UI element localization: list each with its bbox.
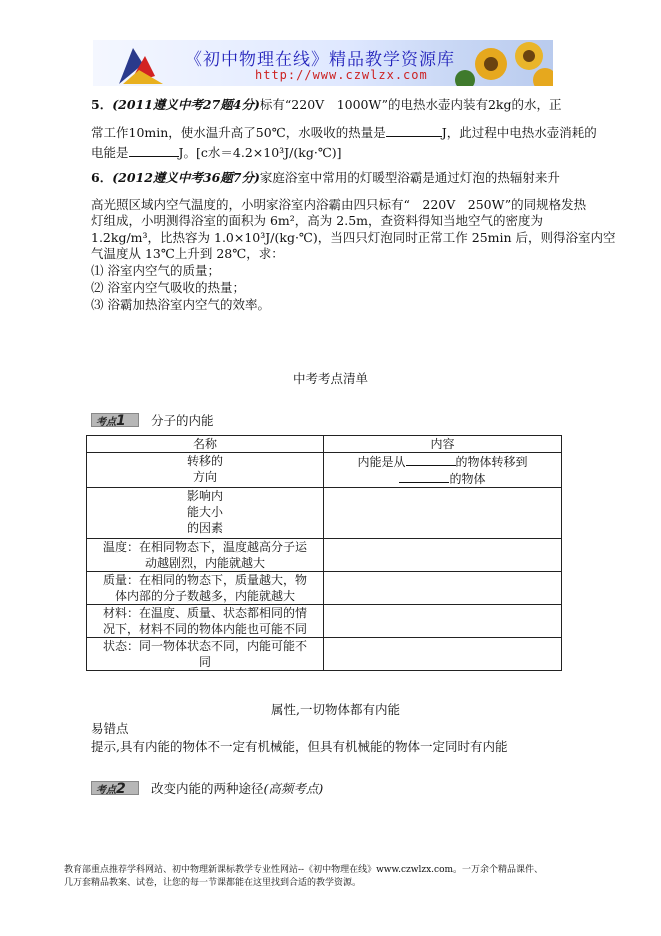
mass-cell: 质量：在相同的物态下，质量越大，物 体内部的分子数越多，内能就越大 — [87, 572, 324, 605]
q6-line-1 — [91, 170, 560, 186]
q5-line-1 — [91, 97, 562, 113]
banner-url[interactable]: http://www.czwlzx.com — [255, 68, 428, 82]
banner-title: 《初中物理在线》精品教学资源库 — [185, 50, 455, 70]
q6-line-2: 高光照区域内空气温度的，小明家浴室内浴霸由四只标有“ 220V 250W”的同规格发热 — [91, 197, 587, 212]
kd2-title: 改变内能的两种途径 — [150, 781, 264, 796]
kd1-tag: 考点1 — [91, 413, 139, 427]
header-name: 名称 — [87, 436, 324, 453]
transfer-direction-cell: 转移的 方向 — [87, 453, 324, 488]
q5-line-3 — [91, 144, 342, 161]
header-content: 内容 — [324, 436, 562, 453]
factors-content — [324, 488, 562, 539]
q5-number: 5． — [91, 97, 113, 112]
q5-text-1: 标有“220V 1000W”的电热水壶内装有2kg的水，正 — [259, 97, 562, 112]
q6-line-3: 灯组成，小明测得浴室的面积为 6m²，高为 2.5m，查资料得知当地空气的密度为 — [91, 213, 543, 228]
table-row — [87, 436, 562, 453]
table-blank-1[interactable] — [406, 453, 456, 466]
table-blank-2[interactable] — [399, 470, 449, 483]
temperature-content — [324, 539, 562, 572]
page-footer — [64, 864, 604, 890]
mass-content — [324, 572, 562, 605]
material-cell: 材料：在温度、质量、状态都相同的情 况下，材料不同的物体内能也可能不同 — [87, 605, 324, 638]
table-row — [87, 638, 562, 671]
q6-sub-1: ⑴ 浴室内空气的质量； — [91, 263, 220, 278]
q6-sub-3: ⑶ 浴霸加热浴室内空气的效率。 — [91, 297, 270, 312]
q6-line-5: 气温度从 13℃上升到 28℃，求： — [91, 246, 284, 261]
state-cell: 状态：同一物体状态不同，内能可能不 同 — [87, 638, 324, 671]
q6-number: 6． — [91, 170, 113, 185]
kd2-tag: 考点2 — [91, 781, 139, 795]
easy-error-label: 易错点 — [91, 721, 129, 736]
q6-line-4: 1.2kg/m³，比热容为 1.0×10³J/(kg·℃)，当四只灯泡同时正常工作 25min 后，则得浴室内空 — [91, 230, 616, 245]
q6-source: (2012遵义中考36题7分) — [112, 170, 260, 185]
q5-text-3a: 电能是 — [91, 145, 129, 160]
q5-blank-1[interactable] — [386, 124, 442, 137]
property-note: 属性,一切物体都有内能 — [271, 702, 400, 717]
kd1-title: 分子的内能 — [150, 413, 214, 428]
section-title: 中考考点清单 — [293, 371, 369, 386]
q6-text-1: 家庭浴室中常用的灯暖型浴霸是通过灯泡的热辐射来升 — [259, 170, 560, 185]
tip-text: 提示,具有内能的物体不一定有机械能，但具有机械能的物体一定同时有内能 — [91, 739, 508, 754]
material-content — [324, 605, 562, 638]
table-row — [87, 539, 562, 572]
q5-blank-2[interactable] — [129, 144, 179, 157]
table-row — [87, 453, 562, 488]
q6-sub-2: ⑵ 浴室内空气吸收的热量； — [91, 280, 245, 295]
transfer-direction-content: 内能是从 的物体转移到 的物体 — [324, 453, 562, 488]
kd2-note: (高频考点) — [263, 781, 324, 796]
kd1-heading — [91, 411, 214, 429]
kd2-heading — [91, 779, 323, 797]
site-banner — [93, 40, 553, 86]
footer-line-2: 几万套精品教案、试卷，让您的每一节课都能在这里找到合适的教学资源。 — [64, 878, 362, 888]
internal-energy-table — [86, 435, 562, 671]
footer-line-1: 教育部重点推荐学科网站、初中物理新课标教学专业性网站--《初中物理在线》www.czwlzx.com。一万余个精品课件、 — [64, 865, 544, 875]
q5-source: (2011遵义中考27题4分) — [112, 97, 260, 112]
table-row — [87, 572, 562, 605]
q5-text-3b: J。[c水＝4.2×10³J/(kg·℃)] — [178, 145, 342, 160]
factors-cell: 影响内 能大小 的因素 — [87, 488, 324, 539]
q5-line-2 — [91, 124, 597, 141]
table-row — [87, 488, 562, 539]
q5-text-2a: 常工作10min，使水温升高了50℃，水吸收的热量是 — [91, 125, 386, 140]
table-row — [87, 605, 562, 638]
q5-text-2b: J，此过程中电热水壶消耗的 — [441, 125, 597, 140]
state-content — [324, 638, 562, 671]
temperature-cell: 温度：在相同物态下，温度越高分子运 动越剧烈，内能就越大 — [87, 539, 324, 572]
